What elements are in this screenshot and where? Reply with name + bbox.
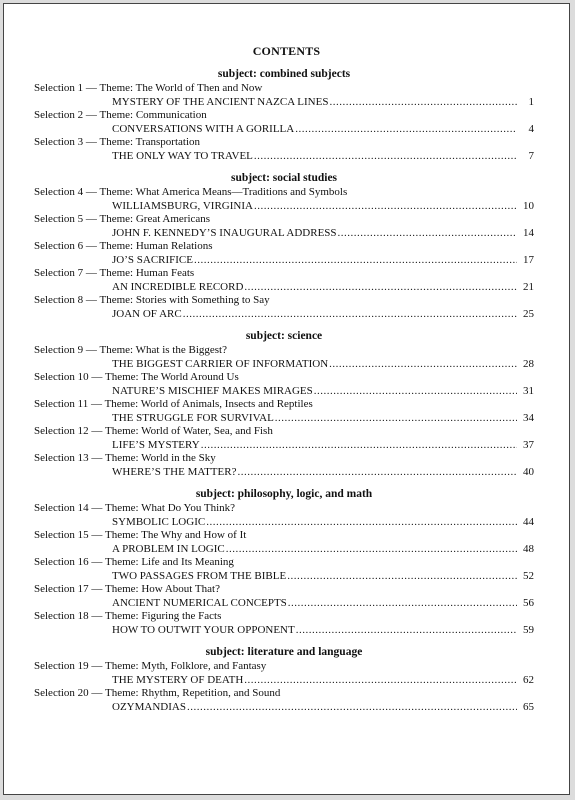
selection-theme: Selection 10 — Theme: The World Around Us [34,371,239,383]
selection-title: THE BIGGEST CARRIER OF INFORMATION [112,357,329,370]
selection-title: A PROBLEM IN LOGIC [112,542,225,555]
table-of-contents [34,67,534,714]
selection-theme: Selection 14 — Theme: What Do You Think? [34,502,236,514]
selection-title-row [34,570,534,584]
selection-title: AN INCREDIBLE RECORD [112,280,244,293]
subject-heading: subject: philosophy, logic, and math [195,488,373,500]
selection-title: HOW TO OUTWIT YOUR OPPONENT [112,623,295,636]
selection-title: THE ONLY WAY TO TRAVEL [112,149,253,162]
selection-theme: Selection 9 — Theme: What is the Biggest? [34,344,227,356]
dot-leader [288,597,517,611]
page-number: 17 [523,253,534,266]
selection-title: NATURE’S MISCHIEF MAKES MIRAGES [112,384,313,397]
toc-entry [34,687,534,714]
toc-entry [34,502,534,529]
toc-entry [34,425,534,452]
selection-theme: Selection 15 — Theme: The Why and How of It [34,529,247,541]
dot-leader [237,466,517,480]
dot-leader [244,281,517,295]
toc-entry [34,294,534,321]
dot-leader [254,150,517,164]
toc-entry [34,529,534,556]
selection-title-row [34,543,534,557]
page-number: 7 [528,149,534,162]
selection-title-row [34,96,534,110]
toc-entry [34,240,534,267]
dot-leader [329,96,517,110]
selection-title: CONVERSATIONS WITH A GORILLA [112,122,295,135]
selection-title: TWO PASSAGES FROM THE BIBLE [112,569,287,582]
selection-theme: Selection 8 — Theme: Stories with Something to Say [34,294,270,306]
toc-entry [34,267,534,294]
selection-title-row [34,439,534,453]
selection-title: THE MYSTERY OF DEATH [112,673,244,686]
dot-leader [254,200,517,214]
selection-title-row [34,308,534,322]
toc-entry [34,371,534,398]
dot-leader [287,570,517,584]
selection-title-row [34,597,534,611]
dot-leader [201,439,517,453]
selection-theme: Selection 16 — Theme: Life and Its Meaning [34,556,234,568]
page-number: 62 [523,673,534,686]
dot-leader [206,516,517,530]
toc-entry [34,452,534,479]
selection-theme: Selection 19 — Theme: Myth, Folklore, and Fantasy [34,660,267,672]
dot-leader [226,543,517,557]
selection-title-row [34,150,534,164]
dot-leader [275,412,517,426]
selection-title-row [34,254,534,268]
selection-title: JOAN OF ARC [112,307,182,320]
selection-theme: Selection 12 — Theme: World of Water, Sea, and Fish [34,425,273,437]
toc-entry [34,109,534,136]
selection-title: OZYMANDIAS [112,700,186,713]
selection-theme: Selection 2 — Theme: Communication [34,109,207,121]
dot-leader [338,227,517,241]
selection-theme: Selection 11 — Theme: World of Animals, Insects and Reptiles [34,398,313,410]
selection-title: LIFE’S MYSTERY [112,438,200,451]
selection-title-row [34,516,534,530]
selection-theme: Selection 6 — Theme: Human Relations [34,240,213,252]
selection-title: THE STRUGGLE FOR SURVIVAL [112,411,274,424]
page-number: 59 [523,623,534,636]
page-number: 10 [523,199,534,212]
page-number: 37 [523,438,534,451]
selection-title: WILLIAMSBURG, VIRGINIA [112,199,253,212]
selection-title-row [34,466,534,480]
toc-entry [34,556,534,583]
selection-theme: Selection 13 — Theme: World in the Sky [34,452,216,464]
selection-title-row [34,227,534,241]
subject-heading: subject: combined subjects [217,68,351,80]
page-number: 28 [523,357,534,370]
selection-title: SYMBOLIC LOGIC [112,515,206,528]
page-number: 65 [523,700,534,713]
selection-theme: Selection 20 — Theme: Rhythm, Repetition, and Sound [34,687,281,699]
toc-entry [34,398,534,425]
selection-theme: Selection 7 — Theme: Human Feats [34,267,195,279]
selection-title-row [34,200,534,214]
selection-title: JO’S SACRIFICE [112,253,193,266]
dot-leader [187,701,517,715]
toc-entry [34,213,534,240]
selection-title-row [34,123,534,137]
toc-entry [34,186,534,213]
subject-heading: subject: literature and language [205,646,363,658]
selection-title-row [34,412,534,426]
toc-entry [34,583,534,610]
page-number: 4 [528,122,534,135]
selection-title-row [34,624,534,638]
toc-entry [34,82,534,109]
dot-leader [194,254,517,268]
page-number: 44 [523,515,534,528]
selection-title: JOHN F. KENNEDY’S INAUGURAL ADDRESS [112,226,337,239]
toc-entry [34,136,534,163]
selection-theme: Selection 3 — Theme: Transportation [34,136,201,148]
selection-theme: Selection 17 — Theme: How About That? [34,583,220,595]
toc-entry [34,660,534,687]
selection-theme: Selection 1 — Theme: The World of Then and Now [34,82,263,94]
page-number: 52 [523,569,534,582]
toc-entry [34,610,534,637]
dot-leader [329,358,517,372]
selection-title: WHERE’S THE MATTER? [112,465,237,478]
page-number: 48 [523,542,534,555]
page-number: 40 [523,465,534,478]
page-number: 56 [523,596,534,609]
selection-title: MYSTERY OF THE ANCIENT NAZCA LINES [112,95,329,108]
dot-leader [244,674,517,688]
selection-title-row [34,385,534,399]
selection-title-row [34,674,534,688]
selection-title: ANCIENT NUMERICAL CONCEPTS [112,596,287,609]
document-page [3,3,570,795]
page-number: 21 [523,280,534,293]
subject-heading: subject: science [245,330,323,342]
selection-theme: Selection 18 — Theme: Figuring the Facts [34,610,222,622]
page-number: 31 [523,384,534,397]
selection-title-row [34,281,534,295]
page-number: 14 [523,226,534,239]
selection-theme: Selection 5 — Theme: Great Americans [34,213,211,225]
page-number: 34 [523,411,534,424]
toc-entry [34,344,534,371]
selection-title-row [34,701,534,715]
dot-leader [296,624,517,638]
dot-leader [183,308,517,322]
page-title: CONTENTS [252,44,321,58]
dot-leader [314,385,517,399]
selection-theme: Selection 4 — Theme: What America Means—Traditions and Symbols [34,186,348,198]
subject-heading: subject: social studies [230,172,338,184]
page-number: 25 [523,307,534,320]
page-number: 1 [528,95,534,108]
selection-title-row [34,358,534,372]
dot-leader [295,123,517,137]
